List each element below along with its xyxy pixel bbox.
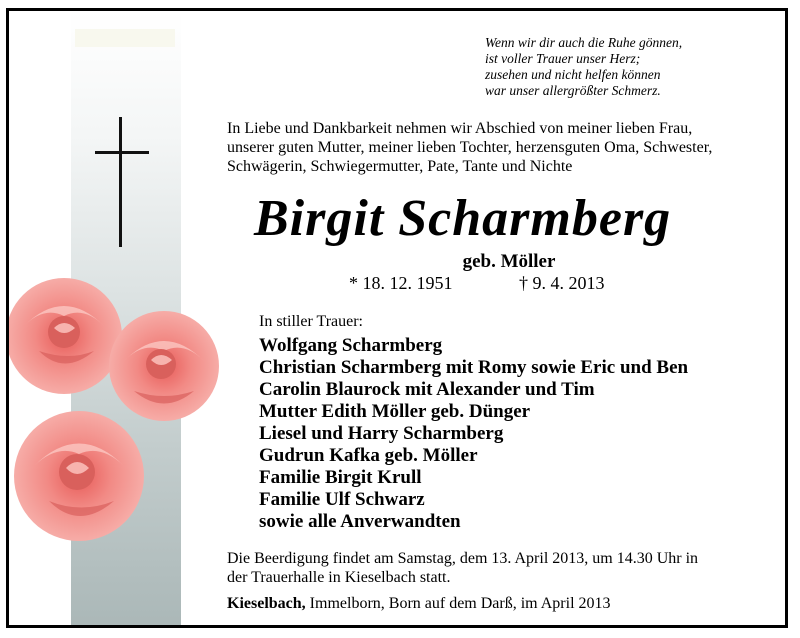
funeral-line: der Trauerhalle in Kieselbach statt. xyxy=(227,569,451,586)
mourner-name: Mutter Edith Möller geb. Dünger xyxy=(259,401,531,422)
funeral-info xyxy=(227,549,772,587)
place-town: Kieselbach, xyxy=(227,595,306,612)
poem-line: ist voller Trauer unser Herz; xyxy=(485,51,641,66)
obituary-card xyxy=(6,8,788,628)
poem-line: Wenn wir dir auch die Ruhe gönnen, xyxy=(485,35,683,50)
mourner-name: Christian Scharmberg mit Romy sowie Eric und Ben xyxy=(259,357,689,378)
intro-line: unserer guten Mutter, meiner lieben Tochter, herzensguten Oma, Schwester, xyxy=(227,139,713,156)
mourners-label: In stiller Trauer: xyxy=(259,313,363,330)
mourner-name: Familie Birgit Krull xyxy=(259,467,422,488)
poem-line: zusehen und nicht helfen können xyxy=(485,67,661,82)
rose-bottom xyxy=(14,411,144,541)
maiden-name: geb. Möller xyxy=(462,251,556,272)
faint-logo-mark xyxy=(75,29,175,47)
mourner-name: Carolin Blaurock mit Alexander und Tim xyxy=(259,379,595,400)
poem-verse xyxy=(485,35,745,99)
rose-top-right xyxy=(109,311,219,421)
mourner-name: Gudrun Kafka geb. Möller xyxy=(259,445,478,466)
mourner-name: Familie Ulf Schwarz xyxy=(259,489,425,510)
cross-icon xyxy=(95,117,149,247)
rose-top-left xyxy=(9,278,122,394)
mourner-name: sowie alle Anverwandten xyxy=(259,511,461,532)
mourner-name: Liesel und Harry Scharmberg xyxy=(259,423,504,444)
poem-line: war unser allergrößter Schmerz. xyxy=(485,83,661,98)
intro-line: Schwägerin, Schwiegermutter, Pate, Tante und Nichte xyxy=(227,158,573,175)
place-and-date xyxy=(227,595,611,613)
intro-text xyxy=(227,119,767,176)
funeral-line: Die Beerdigung findet am Samstag, dem 13. April 2013, um 14.30 Uhr in xyxy=(227,550,699,567)
death-date: † 9. 4. 2013 xyxy=(519,273,605,293)
place-rest: Immelborn, Born auf dem Darß, im April 2013 xyxy=(305,595,611,612)
deceased-name: Birgit Scharmberg xyxy=(254,190,672,247)
birth-date: * 18. 12. 1951 xyxy=(349,273,453,293)
roses-image xyxy=(9,266,224,566)
intro-line: In Liebe und Dankbarkeit nehmen wir Abschied von meiner lieben Frau, xyxy=(227,120,693,137)
mourners-list xyxy=(259,335,779,533)
mourner-name: Wolfgang Scharmberg xyxy=(259,335,443,356)
